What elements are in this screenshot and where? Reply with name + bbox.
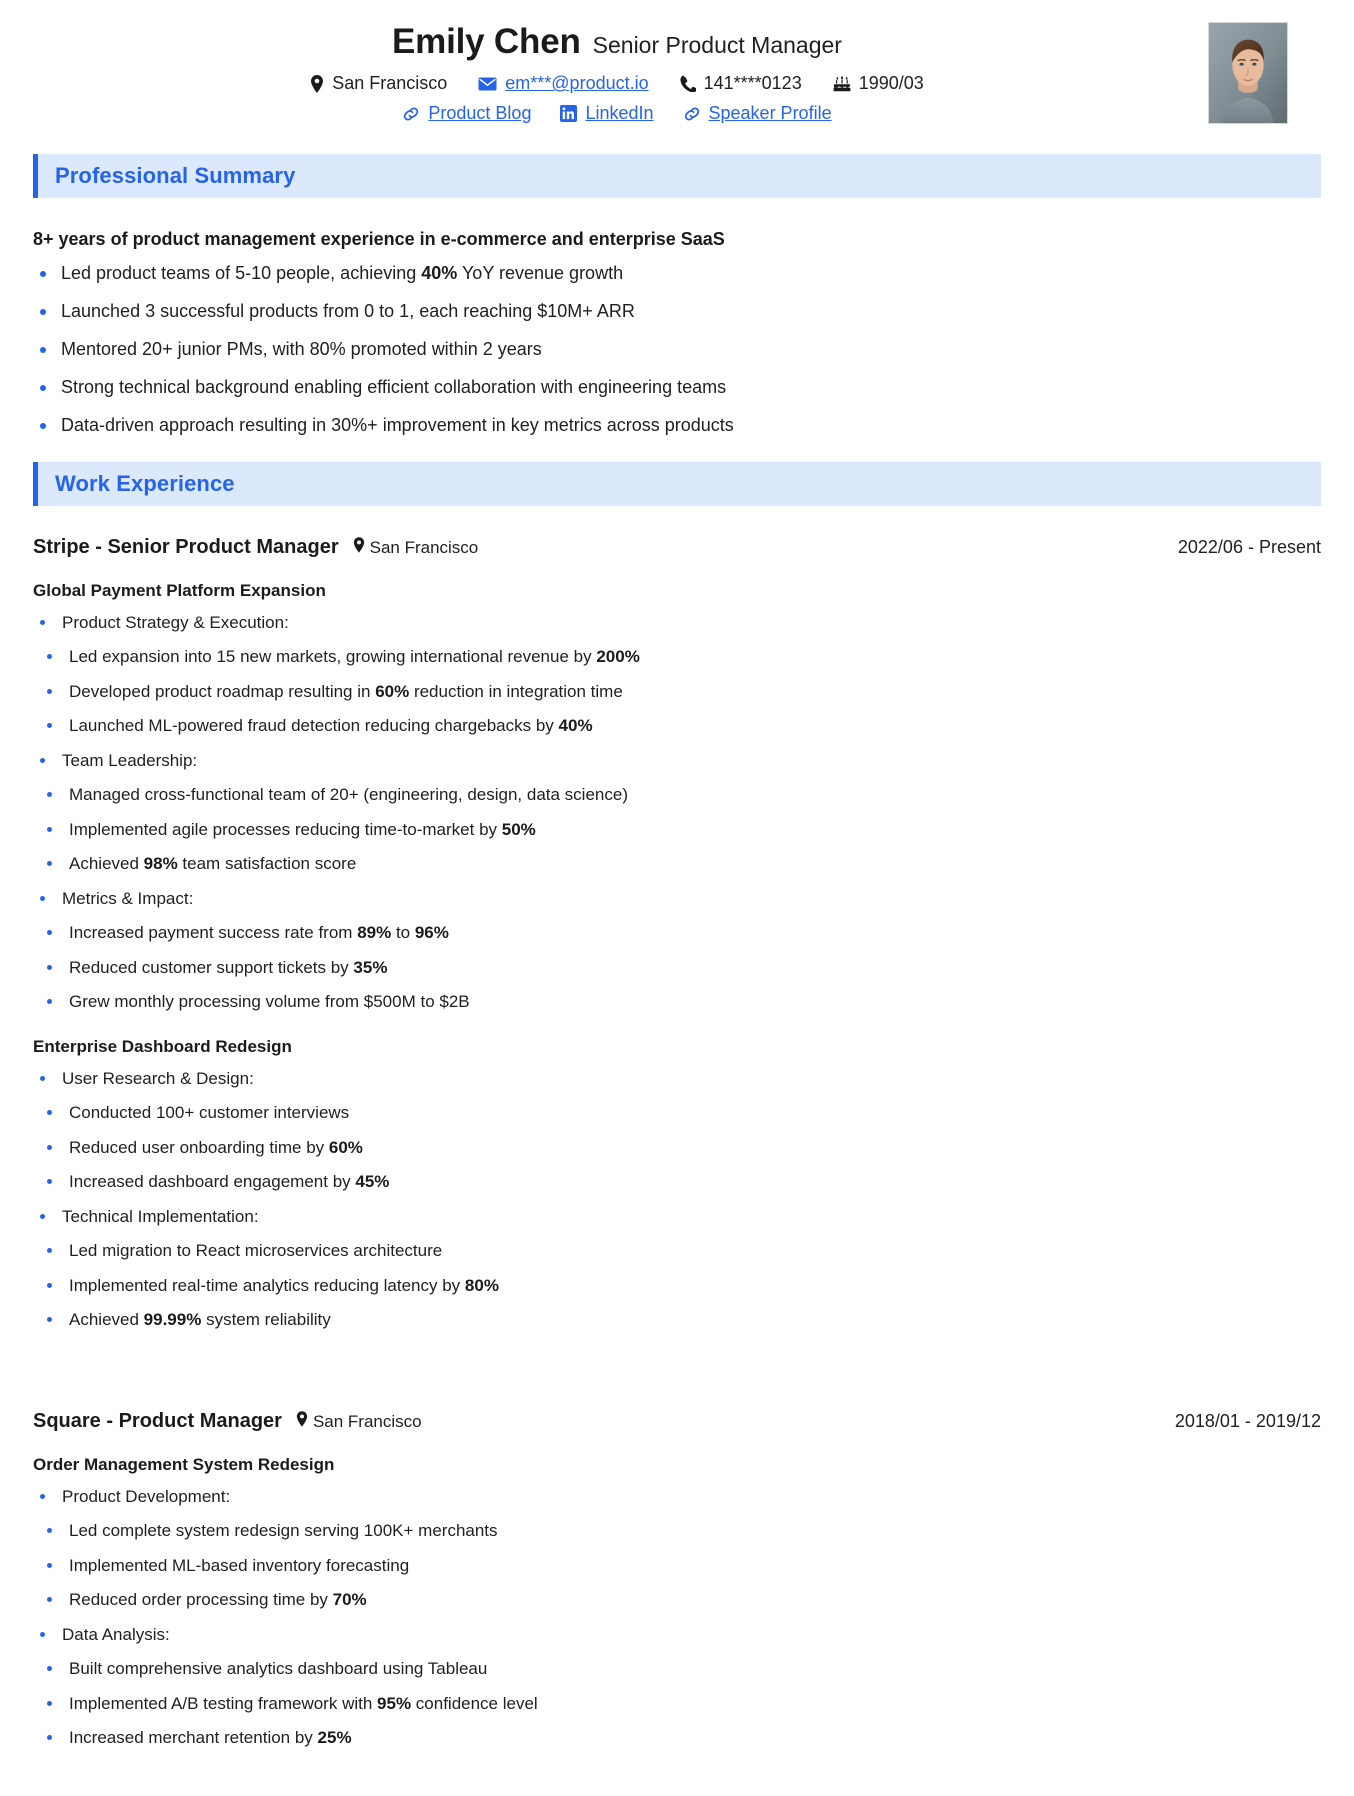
- job-location: [296, 1411, 422, 1432]
- contact-row: [33, 73, 1201, 94]
- list-item: Reduced user onboarding time by 60%: [33, 1135, 1321, 1161]
- job-location: [353, 537, 479, 558]
- job-entry-stripe: [33, 536, 1321, 1333]
- list-item: Built comprehensive analytics dashboard using Tableau: [33, 1656, 1321, 1682]
- list-item: Conducted 100+ customer interviews: [33, 1100, 1321, 1126]
- list-item: Product Development:: [33, 1484, 1321, 1510]
- contact-email[interactable]: [478, 73, 648, 94]
- linkedin-icon: [560, 105, 577, 122]
- job-date: 2018/01 - 2019/12: [1174, 1410, 1321, 1431]
- list-item: Launched ML-powered fraud detection reducing chargebacks by 40%: [33, 713, 1321, 739]
- list-item: Launched 3 successful products from 0 to 1, each reaching $10M+ ARR: [33, 298, 1321, 326]
- project-title: Global Payment Platform Expansion: [33, 580, 326, 600]
- project-detail-list: [33, 1484, 1321, 1751]
- job-header: [33, 1410, 1321, 1433]
- list-item: Grew monthly processing volume from $500M to $2B: [33, 989, 1321, 1015]
- link-speaker-profile[interactable]: [683, 103, 832, 124]
- list-item: Managed cross-functional team of 20+ (engineering, design, data science): [33, 782, 1321, 808]
- contact-phone: [680, 73, 802, 94]
- section-banner-work-experience: [33, 462, 1321, 506]
- summary-lead: 8+ years of product management experience in e-commerce and enterprise SaaS: [33, 229, 725, 250]
- list-item: Achieved 98% team satisfaction score: [33, 851, 1321, 877]
- project-title: Order Management System Redesign: [33, 1454, 335, 1474]
- contact-location: [310, 73, 447, 94]
- section-title: Work Experience: [55, 470, 235, 496]
- phone-icon: [680, 75, 696, 92]
- avatar: [1208, 22, 1288, 124]
- list-item: Product Strategy & Execution:: [33, 610, 1321, 636]
- job-entry-square: [33, 1410, 1321, 1751]
- job-header-left: [33, 536, 478, 559]
- list-item: Led expansion into 15 new markets, growing international revenue by 200%: [33, 644, 1321, 670]
- project-detail-list: [33, 1066, 1321, 1333]
- job-location-text: San Francisco: [312, 1411, 422, 1431]
- name-line: [33, 22, 1201, 62]
- list-item: Team Leadership:: [33, 748, 1321, 774]
- candidate-headline: Senior Product Manager: [592, 32, 842, 58]
- birthday-cake-icon: [833, 75, 851, 92]
- contact-location-text: San Francisco: [332, 73, 448, 94]
- list-item: Implemented real-time analytics reducing latency by 80%: [33, 1273, 1321, 1299]
- job-header-left: [33, 1410, 422, 1433]
- list-item: Strong technical background enabling efficient collaboration with engineering teams: [33, 374, 1321, 402]
- list-item: Led product teams of 5-10 people, achieving 40% YoY revenue growth: [33, 260, 1321, 288]
- link-chain-icon: [402, 105, 420, 123]
- list-item: Implemented A/B testing framework with 95% confidence level: [33, 1691, 1321, 1717]
- list-item: Achieved 99.99% system reliability: [33, 1307, 1321, 1333]
- job-location-text: San Francisco: [369, 537, 479, 557]
- project-title: Enterprise Dashboard Redesign: [33, 1036, 292, 1056]
- summary-bullet-list: [33, 260, 1321, 439]
- section-banner-professional-summary: [33, 154, 1321, 198]
- envelope-icon: [478, 77, 497, 91]
- candidate-name: Emily Chen: [392, 22, 581, 61]
- list-item: Reduced order processing time by 70%: [33, 1587, 1321, 1613]
- list-item: Mentored 20+ junior PMs, with 80% promoted within 2 years: [33, 336, 1321, 364]
- list-item: Data-driven approach resulting in 30%+ improvement in key metrics across products: [33, 412, 1321, 440]
- link-product-blog-text[interactable]: Product Blog: [428, 103, 532, 124]
- location-pin-icon: [353, 537, 365, 553]
- job-date: 2022/06 - Present: [1177, 536, 1321, 557]
- job-title: Square - Product Manager: [33, 1409, 282, 1432]
- section-title: Professional Summary: [55, 163, 296, 189]
- contact-phone-text: 141****0123: [703, 73, 802, 94]
- resume-header: [33, 0, 1321, 132]
- list-item: Increased merchant retention by 25%: [33, 1725, 1321, 1751]
- list-item: Data Analysis:: [33, 1622, 1321, 1648]
- list-item: Increased dashboard engagement by 45%: [33, 1169, 1321, 1195]
- contact-birthday-text: 1990/03: [858, 73, 924, 94]
- list-item: Developed product roadmap resulting in 60% reduction in integration time: [33, 679, 1321, 705]
- links-row: [33, 103, 1201, 124]
- job-title: Stripe - Senior Product Manager: [33, 535, 339, 558]
- link-speaker-profile-text[interactable]: Speaker Profile: [708, 103, 832, 124]
- contact-email-text[interactable]: em***@product.io: [505, 73, 649, 94]
- project-detail-list: [33, 610, 1321, 1015]
- list-item: Led complete system redesign serving 100K+ merchants: [33, 1518, 1321, 1544]
- list-item: Implemented agile processes reducing time-to-market by 50%: [33, 817, 1321, 843]
- link-linkedin[interactable]: [560, 103, 653, 124]
- list-item: Led migration to React microservices architecture: [33, 1238, 1321, 1264]
- location-pin-icon: [296, 1411, 308, 1427]
- job-header: [33, 536, 1321, 559]
- contact-birthday: [833, 73, 924, 94]
- list-item: Implemented ML-based inventory forecasting: [33, 1553, 1321, 1579]
- list-item: Technical Implementation:: [33, 1204, 1321, 1230]
- header-main: [33, 22, 1321, 124]
- list-item: Metrics & Impact:: [33, 886, 1321, 912]
- list-item: Increased payment success rate from 89% to 96%: [33, 920, 1321, 946]
- list-item: User Research & Design:: [33, 1066, 1321, 1092]
- link-product-blog[interactable]: [402, 103, 531, 124]
- list-item: Reduced customer support tickets by 35%: [33, 955, 1321, 981]
- link-linkedin-text[interactable]: LinkedIn: [585, 103, 654, 124]
- job-separator: [33, 1333, 1321, 1380]
- link-chain-icon: [683, 105, 701, 123]
- location-pin-icon: [310, 75, 324, 93]
